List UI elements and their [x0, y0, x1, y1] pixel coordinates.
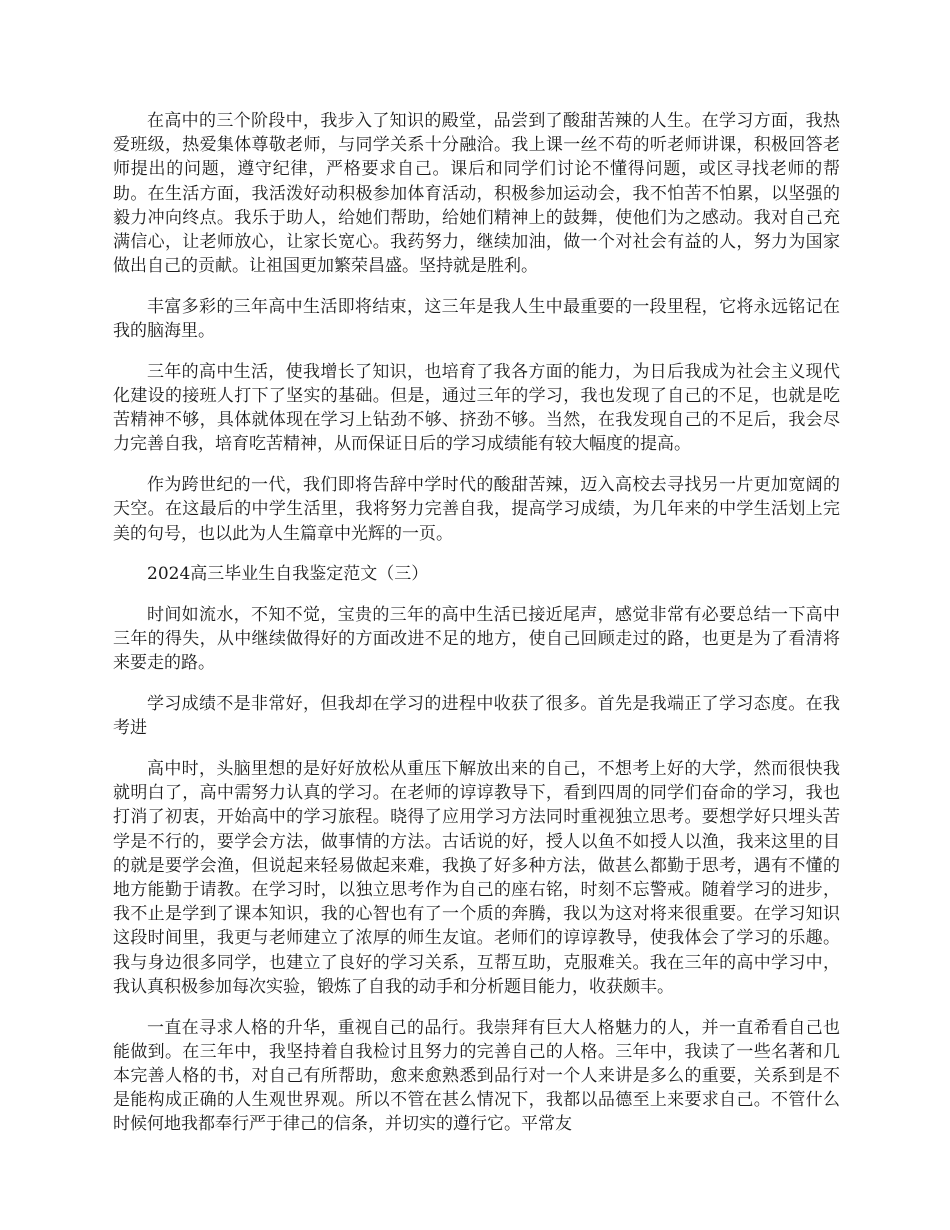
paragraph-4: 作为跨世纪的一代，我们即将告辞中学时代的酸甜苦辣，迈入高校去寻找另一片更加宽阔的天空。在这最后的中学生活里，我将努力完善自我，提高学习成绩，为几年来的中学生活划上完美的句号，也以此为人生篇章中光辉的一页。 [113, 475, 840, 544]
paragraph-2: 丰富多彩的三年高中生活即将结束，这三年是我人生中最重要的一段里程，它将永远铭记在我的脑海里。 [113, 296, 840, 342]
document-page [113, 109, 840, 1153]
paragraph-7: 高中时，头脑里想的是好好放松从重压下解放出来的自己，不想考上好的大学，然而很快我就明白了，高中需努力认真的学习。在老师的谆谆教导下，看到四周的同学们奋命的学习，我也打消了初衷，开始高中的学习旅程。晓得了应用学习方法同时重视独立思考。要想学好只埋头苦学是不行的，要学会方法，做事情的方法。古话说的好，授人以鱼不如授人以渔，我来这里的目的就是要学会渔，但说起来轻易做起来难，我换了好多种方法，做甚么都勤于思考，遇有不懂的地方能勤于请教。在学习时，以独立思考作为自己的座右铭，时刻不忘警戒。随着学习的进步，我不止是学到了课本知识，我的心智也有了一个质的奔腾，我以为这对将来很重要。在学习知识这段时间里，我更与老师建立了浓厚的师生友谊。老师们的谆谆教导，使我体会了学习的乐趣。我与身边很多同学，也建立了良好的学习关系，互帮互助，克服难关。我在三年的高中学习中，我认真积极参加每次实验，锻炼了自我的动手和分析题目能力，收获颇丰。 [113, 758, 840, 997]
paragraph-3: 三年的高中生活，使我增长了知识，也培育了我各方面的能力，为日后我成为社会主义现代化建设的接班人打下了坚实的基础。但是，通过三年的学习，我也发现了自己的不足，也就是吃苦精神不够，具体就体现在学习上钻劲不够、挤劲不够。当然，在我发现自己的不足后，我会尽力完善自我，培育吃苦精神，从而保证日后的学习成绩能有较大幅度的提高。 [113, 361, 840, 455]
section-heading: 2024高三毕业生自我鉴定范文（三） [147, 564, 429, 585]
paragraph-1: 在高中的三个阶段中，我步入了知识的殿堂，品尝到了酸甜苦辣的人生。在学习方面，我热爱班级，热爱集体尊敬老师，与同学关系十分融洽。我上课一丝不苟的听老师讲课，积极回答老师提出的问题，遵守纪律，严格要求自己。课后和同学们讨论不懂得问题，或区寻找老师的帮助。在生活方面，我活泼好动积极参加体育活动，积极参加运动会，我不怕苦不怕累，以坚强的毅力冲向终点。我乐于助人，给她们帮助，给她们精神上的鼓舞，使他们为之感动。我对自己充满信心，让老师放心，让家长宽心。我药努力，继续加油，做一个对社会有益的人，努力为国家做出自己的贡献。让祖国更加繁荣昌盛。坚持就是胜利。 [113, 111, 840, 277]
paragraph-8: 一直在寻求人格的升华，重视自己的品行。我崇拜有巨大人格魅力的人，并一直希看自己也能做到。在三年中，我坚持着自我检讨且努力的完善自己的人格。三年中，我读了一些名著和几本完善人格的书，对自己有所帮助，愈来愈熟悉到品行对一个人来讲是多么的重要，关系到是不是能构成正确的人生观世界观。所以不管在甚么情况下，我都以品德至上来要求自己。不管什么时候何地我都奉行严于律己的信条，并切实的遵行它。平常友 [113, 1017, 840, 1135]
paragraph-6: 学习成绩不是非常好，但我却在学习的进程中收获了很多。首先是我端正了学习态度。在我考进 [113, 694, 840, 739]
paragraph-5: 时间如流水，不知不觉，宝贵的三年的高中生活已接近尾声，感觉非常有必要总结一下高中三年的得失，从中继续做得好的方面改进不足的地方，使自己回顾走过的路，也更是为了看清将来要走的路。 [113, 604, 840, 674]
